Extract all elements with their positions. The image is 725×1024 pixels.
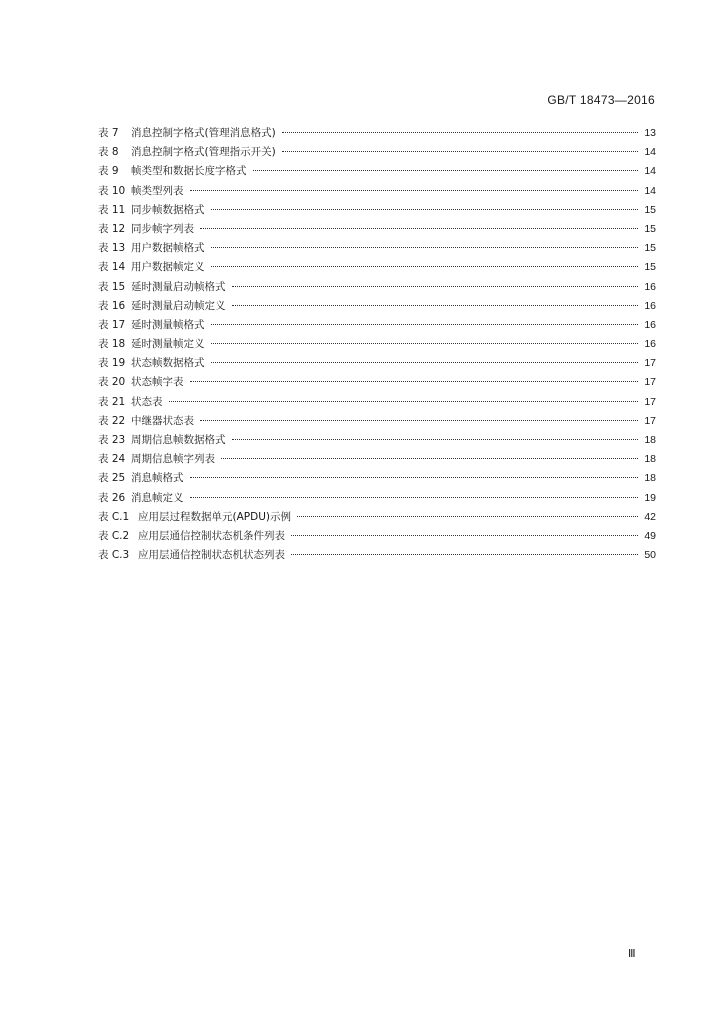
toc-entry-number: 表 23 xyxy=(98,434,126,446)
toc-leader-dots xyxy=(282,150,638,152)
toc-entry[interactable] xyxy=(98,239,656,258)
toc-entry-title: 消息帧格式 xyxy=(131,472,184,485)
toc-entry-number: 表 7 xyxy=(98,127,119,139)
toc-entry-title: 消息控制字格式(管理消息格式) xyxy=(131,127,276,139)
toc-entry-title: 用户数据帧定义 xyxy=(131,261,205,274)
toc-entry-page: 18 xyxy=(644,434,656,446)
toc-leader-dots xyxy=(211,208,639,210)
toc-leader-dots xyxy=(200,227,638,229)
toc-entry-title: 中继器状态表 xyxy=(131,414,194,427)
toc-entry[interactable] xyxy=(98,527,656,546)
toc-entry[interactable] xyxy=(98,297,656,316)
toc-entry-title: 应用层通信控制状态机条件列表 xyxy=(138,529,285,542)
toc-entry-page: 14 xyxy=(644,184,656,197)
toc-entry-page: 42 xyxy=(644,510,656,523)
toc-entry-title: 状态帧字表 xyxy=(131,376,184,389)
toc-entry[interactable] xyxy=(98,201,656,220)
toc-entry-number: 表 26 xyxy=(98,491,126,504)
toc-leader-dots xyxy=(190,380,639,382)
toc-leader-dots xyxy=(297,515,638,517)
toc-entry[interactable] xyxy=(98,316,656,335)
toc-entry-title: 应用层通信控制状态机状态列表 xyxy=(138,549,285,562)
toc-entry-number: 表 19 xyxy=(98,357,126,370)
toc-entry[interactable] xyxy=(98,450,656,469)
toc-entry-page: 17 xyxy=(644,357,656,370)
toc-entry-number: 表 21 xyxy=(98,395,126,408)
toc-leader-dots xyxy=(200,419,638,421)
toc-entry-page: 13 xyxy=(644,127,656,139)
toc-entry-number: 表 C.2 xyxy=(98,529,130,542)
toc-entry-number: 表 18 xyxy=(98,338,126,351)
toc-entry-number: 表 17 xyxy=(98,318,126,331)
toc-entry-number: 表 9 xyxy=(98,165,119,178)
toc-entry-number: 表 24 xyxy=(98,453,126,466)
toc-leader-dots xyxy=(282,131,638,133)
toc-leader-dots xyxy=(211,246,639,248)
page-number-footer: Ⅲ xyxy=(628,948,636,960)
toc-entry-number: 表 8 xyxy=(98,146,119,159)
toc-leader-dots xyxy=(169,400,639,402)
toc-entry-number: 表 25 xyxy=(98,472,126,485)
toc-leader-dots xyxy=(232,304,639,306)
toc-entry[interactable] xyxy=(98,335,656,354)
toc-entry-page: 17 xyxy=(644,414,656,427)
toc-entry-number: 表 14 xyxy=(98,261,126,274)
toc-entry-number: 表 11 xyxy=(98,203,126,216)
toc-entry-page: 16 xyxy=(644,318,656,331)
toc-leader-dots xyxy=(253,169,639,171)
toc-entry-number: 表 13 xyxy=(98,242,126,255)
toc-entry-number: 表 15 xyxy=(98,280,126,293)
toc-leader-dots xyxy=(232,438,639,440)
toc-entry[interactable] xyxy=(98,508,656,527)
toc-entry-number: 表 C.3 xyxy=(98,549,130,562)
toc-entry-page: 15 xyxy=(644,261,656,274)
toc-entry-page: 18 xyxy=(644,453,656,466)
toc-entry-page: 17 xyxy=(644,395,656,408)
toc-entry-title: 同步帧字列表 xyxy=(131,222,194,235)
toc-entry-page: 17 xyxy=(644,376,656,389)
toc-entry-page: 16 xyxy=(644,280,656,293)
toc-entry[interactable] xyxy=(98,393,656,412)
toc-entry-title: 同步帧数据格式 xyxy=(131,203,205,216)
toc-leader-dots xyxy=(232,285,639,287)
toc-entry-page: 49 xyxy=(644,529,656,542)
toc-entry[interactable] xyxy=(98,431,656,450)
table-of-contents-list xyxy=(98,124,656,565)
toc-entry[interactable] xyxy=(98,220,656,239)
toc-entry-page: 19 xyxy=(644,491,656,504)
toc-entry-number: 表 12 xyxy=(98,222,126,235)
toc-entry[interactable] xyxy=(98,143,656,162)
toc-entry-title: 周期信息帧数据格式 xyxy=(131,434,226,446)
toc-entry-number: 表 22 xyxy=(98,414,126,427)
toc-entry-title: 延时测量帧格式 xyxy=(131,318,205,331)
toc-entry[interactable] xyxy=(98,546,656,565)
toc-entry-page: 15 xyxy=(644,242,656,255)
toc-entry-page: 16 xyxy=(644,299,656,312)
toc-entry-title: 延时测量帧定义 xyxy=(131,338,205,351)
toc-leader-dots xyxy=(221,457,638,459)
toc-entry-title: 延时测量启动帧格式 xyxy=(131,280,226,293)
toc-entry-number: 表 10 xyxy=(98,184,126,197)
toc-entry[interactable] xyxy=(98,469,656,488)
toc-leader-dots xyxy=(291,534,638,536)
toc-entry[interactable] xyxy=(98,278,656,297)
toc-entry-title: 应用层过程数据单元(APDU)示例 xyxy=(138,510,291,523)
toc-entry-page: 15 xyxy=(644,222,656,235)
toc-entry-title: 延时测量启动帧定义 xyxy=(131,299,226,312)
toc-leader-dots xyxy=(190,496,639,498)
toc-leader-dots xyxy=(211,265,639,267)
toc-entry[interactable] xyxy=(98,412,656,431)
toc-entry-title: 帧类型和数据长度字格式 xyxy=(131,165,247,178)
standard-number-header: GB/T 18473—2016 xyxy=(547,93,655,107)
toc-entry-title: 帧类型列表 xyxy=(131,184,184,197)
toc-leader-dots xyxy=(190,189,639,191)
toc-entry-title: 消息控制字格式(管理指示开关) xyxy=(131,146,276,159)
toc-entry-page: 16 xyxy=(644,338,656,351)
toc-entry[interactable] xyxy=(98,354,656,373)
toc-entry[interactable] xyxy=(98,124,656,143)
toc-leader-dots xyxy=(211,323,639,325)
toc-entry-number: 表 20 xyxy=(98,376,126,389)
toc-entry[interactable] xyxy=(98,182,656,201)
toc-leader-dots xyxy=(211,342,639,344)
toc-entry[interactable] xyxy=(98,162,656,181)
toc-entry-number: 表 16 xyxy=(98,299,126,312)
toc-entry-page: 15 xyxy=(644,203,656,216)
toc-entry[interactable] xyxy=(98,258,656,277)
toc-entry-page: 14 xyxy=(644,146,656,159)
toc-entry[interactable] xyxy=(98,489,656,508)
toc-entry-number: 表 C.1 xyxy=(98,510,130,523)
toc-entry-title: 消息帧定义 xyxy=(131,491,184,504)
toc-entry-page: 18 xyxy=(644,472,656,485)
toc-entry-title: 状态帧数据格式 xyxy=(131,357,205,370)
toc-leader-dots xyxy=(291,553,638,555)
toc-entry-page: 14 xyxy=(644,165,656,178)
toc-entry-title: 状态表 xyxy=(131,395,163,408)
toc-entry[interactable] xyxy=(98,373,656,392)
toc-entry-page: 50 xyxy=(644,549,656,562)
toc-entry-title: 周期信息帧字列表 xyxy=(131,453,215,466)
toc-leader-dots xyxy=(190,476,639,478)
toc-entry-title: 用户数据帧格式 xyxy=(131,242,205,255)
toc-leader-dots xyxy=(211,361,639,363)
